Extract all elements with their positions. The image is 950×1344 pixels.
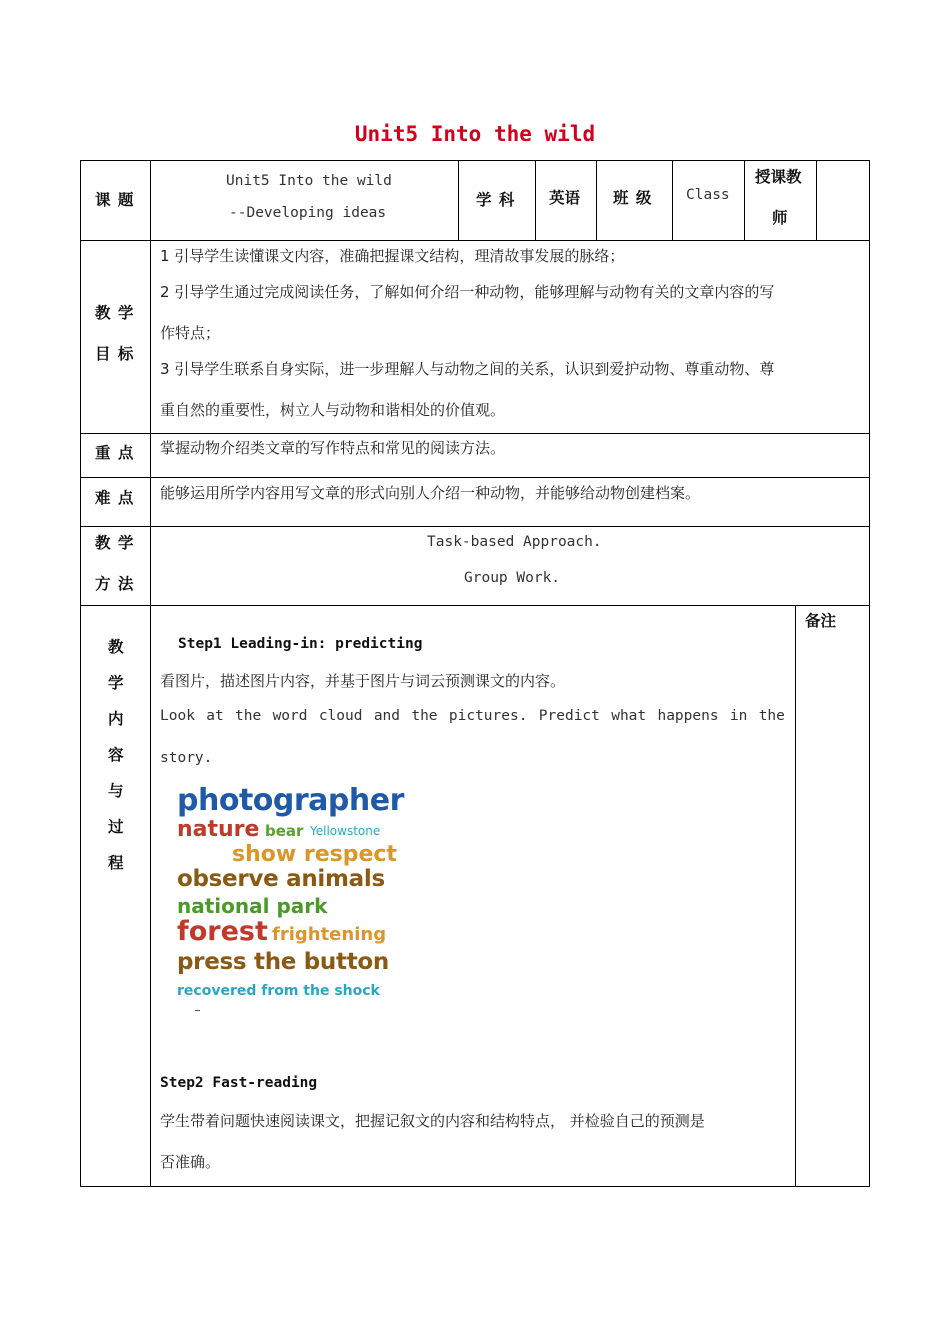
difficult-points-content-cell [150, 477, 870, 527]
objective-line-3: 作特点； [160, 324, 221, 342]
step1-word: happens [657, 708, 719, 724]
word-cloud-word: nature [177, 817, 260, 842]
step1-word: the [235, 708, 262, 724]
class-label-cell [596, 160, 673, 241]
topic-value-cell [150, 160, 459, 241]
methods-label-1: 教 学 [95, 534, 135, 552]
methods-content-cell [150, 526, 870, 606]
process-label-char-2: 学 [108, 674, 125, 692]
key-points-content-cell [150, 433, 870, 478]
topic-label: 课 题 [95, 191, 135, 209]
word-cloud-image [175, 783, 405, 1003]
step1-word: the [758, 708, 785, 724]
key-points-label: 重 点 [95, 444, 135, 462]
objectives-label-2: 目 标 [95, 345, 135, 363]
step1-word: pictures. [448, 708, 528, 724]
step2-line-1: 学生带着问题快速阅读课文，把握记叙文的内容和结构特点， 并检验自己的预测是 [160, 1112, 705, 1130]
topic-label-cell [80, 160, 151, 241]
class-value-cell [672, 160, 745, 241]
difficult-points-label: 难 点 [95, 489, 135, 507]
subject-label-cell [458, 160, 536, 241]
process-label-char-4: 容 [108, 746, 125, 764]
step1-english-line-1 [160, 708, 785, 724]
class-value: Class [686, 187, 730, 203]
class-label: 班 级 [613, 189, 653, 207]
step1-title: Step1 Leading-in: predicting [178, 636, 423, 652]
objectives-label-cell [80, 240, 151, 434]
difficult-points-label-cell [80, 477, 151, 527]
page-title: Unit5 Into the wild [354, 122, 596, 146]
process-label-cell [80, 605, 151, 1187]
topic-line-2: --Developing ideas [229, 205, 387, 221]
methods-label-2: 方 法 [95, 575, 135, 593]
step1-word: at [206, 708, 224, 724]
key-points-text: 掌握动物介绍类文章的写作特点和常见的阅读方法。 [160, 439, 506, 457]
step1-word: word [272, 708, 308, 724]
step1-word: the [411, 708, 438, 724]
step1-word: cloud [318, 708, 363, 724]
subject-value-cell [535, 160, 597, 241]
process-label-char-3: 内 [108, 710, 125, 728]
process-label-char-7: 程 [108, 854, 125, 872]
subject-value: 英语 [549, 189, 581, 207]
step1-english-line-2: story. [160, 750, 213, 766]
objective-line-2: 2 引导学生通过完成阅读任务，了解如何介绍一种动物，能够理解与动物有关的文章内容的写 [160, 283, 775, 301]
word-cloud-word: bear [265, 822, 304, 840]
teacher-label-2: 师 [772, 209, 789, 227]
notes-label: 备注 [805, 612, 837, 630]
subject-label: 学 科 [476, 191, 516, 209]
topic-line-1: Unit5 Into the wild [226, 173, 392, 189]
difficult-points-text: 能够运用所学内容用写文章的形式向别人介绍一种动物，并能够给动物创建档案。 [160, 484, 701, 502]
step1-word: Predict [538, 708, 600, 724]
step1-word: in [729, 708, 748, 724]
objectives-label-1: 教 学 [95, 304, 135, 322]
process-label-char-6: 过 [108, 818, 125, 836]
step1-chinese-text: 看图片，描述图片内容，并基于图片与词云预测课文的内容。 [160, 672, 566, 690]
teacher-label-cell [744, 160, 817, 241]
word-cloud-word: national park [177, 894, 328, 918]
objective-line-5: 重自然的重要性，树立人与动物和谐相处的价值观。 [160, 401, 506, 419]
step2-line-2: 否准确。 [160, 1153, 221, 1171]
process-label-char-5: 与 [108, 782, 125, 800]
objective-line-4: 3 引导学生联系自身实际，进一步理解人与动物之间的关系，认识到爱护动物、尊重动物、尊 [160, 360, 775, 378]
word-cloud-word: show respect [232, 842, 397, 867]
small-dash [195, 1010, 200, 1011]
methods-label-cell [80, 526, 151, 606]
word-cloud-word: forest [177, 916, 268, 947]
word-cloud-word: frightening [272, 924, 387, 945]
word-cloud-word: press the button [177, 949, 389, 975]
word-cloud-word: photographer [177, 783, 404, 818]
step1-word: Look [160, 708, 195, 724]
notes-cell [795, 605, 870, 1187]
step1-word: and [373, 708, 401, 724]
step2-title: Step2 Fast-reading [160, 1075, 318, 1091]
word-cloud-word: observe animals [177, 866, 385, 892]
objectives-content-cell [150, 240, 870, 434]
process-label-char-1: 教 [108, 638, 125, 656]
teacher-value-cell [816, 160, 870, 241]
process-content-cell [150, 605, 796, 1187]
objective-line-1: 1 引导学生读懂课文内容，准确把握课文结构，理清故事发展的脉络； [160, 247, 625, 265]
word-cloud-word: recovered from the shock [177, 983, 380, 999]
step1-word: what [611, 708, 647, 724]
word-cloud-word: Yellowstone [310, 824, 381, 838]
methods-line-1: Task-based Approach. [427, 534, 602, 550]
teacher-label-1: 授课教 [755, 168, 802, 186]
methods-line-2: Group Work. [464, 570, 561, 586]
key-points-label-cell [80, 433, 151, 478]
